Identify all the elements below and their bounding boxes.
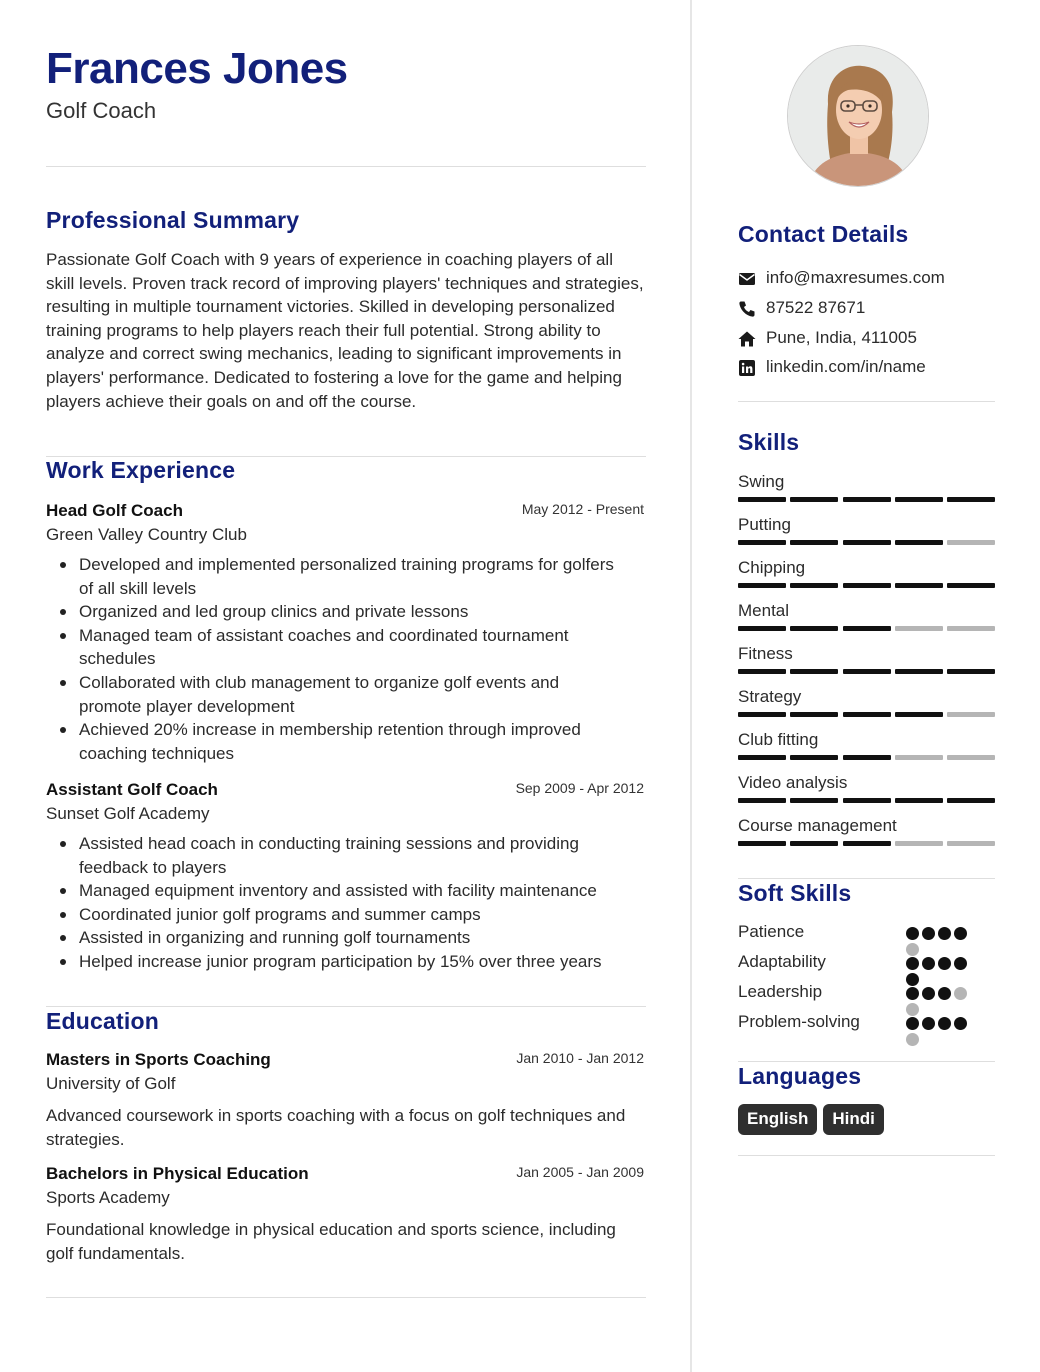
skill-level-bar [738, 540, 995, 545]
rating-dot [906, 1033, 919, 1046]
divider [738, 878, 995, 879]
linkedin-text: linkedin.com/in/name [766, 357, 926, 376]
candidate-title: Golf Coach [46, 98, 157, 123]
skill-label: Swing [738, 472, 785, 491]
address-text: Pune, India, 411005 [766, 328, 917, 347]
profile-photo-illustration [788, 46, 929, 187]
skill-level-segment [947, 497, 995, 502]
rating-dot [906, 957, 919, 970]
bullet-item: Organized and led group clinics and private lessons [79, 600, 646, 624]
contact-linkedin[interactable] [738, 357, 995, 381]
degree-title: Bachelors in Physical Education [46, 1164, 309, 1183]
language-tag: Hindi [823, 1104, 884, 1135]
column-divider [690, 0, 692, 1372]
rating-dot [954, 987, 967, 1000]
contact-address [738, 328, 995, 352]
skill-level-segment [947, 755, 995, 760]
phone-icon [738, 300, 756, 318]
skill-label: Video analysis [738, 773, 848, 792]
skill-level-segment [947, 626, 995, 631]
bullet-item: Coordinated junior golf programs and summer camps [79, 903, 646, 927]
skill-level-segment [790, 712, 838, 717]
skill-row [738, 601, 995, 641]
skill-level-segment [790, 841, 838, 846]
skill-row [738, 687, 995, 727]
divider [46, 1006, 646, 1007]
bullet-item: Collaborated with club management to organize golf events and promote player development [79, 671, 646, 718]
skill-level-segment [947, 841, 995, 846]
skill-level-segment [843, 669, 891, 674]
skill-level-bar [738, 712, 995, 717]
education-description: Foundational knowledge in physical education and sports science, including golf fundamentals. [46, 1220, 616, 1263]
skill-level-segment [843, 626, 891, 631]
skill-label: Putting [738, 515, 791, 534]
skill-row [738, 816, 995, 856]
skill-row [738, 730, 995, 770]
skill-label: Chipping [738, 558, 806, 577]
skill-level-segment [738, 798, 786, 803]
rating-dot [954, 1017, 967, 1030]
rating-dot [954, 957, 967, 970]
rating-dot [938, 987, 951, 1000]
skill-level-segment [843, 540, 891, 545]
divider [46, 166, 646, 167]
soft-skill-label: Patience [738, 922, 805, 941]
bullet-item: Managed equipment inventory and assisted with facility maintenance [79, 879, 646, 903]
skill-level-segment [895, 540, 943, 545]
skill-level-segment [895, 841, 943, 846]
skill-level-bar [738, 583, 995, 588]
skill-level-segment [947, 798, 995, 803]
skill-label: Mental [738, 601, 790, 620]
rating-dot [906, 1017, 919, 1030]
soft-skill-label: Leadership [738, 982, 823, 1001]
divider [738, 1155, 995, 1156]
bullet-item: Achieved 20% increase in membership retention through improved coaching techniques [79, 718, 646, 765]
education-date: Jan 2005 - Jan 2009 [516, 1164, 644, 1180]
rating-dot [922, 957, 935, 970]
soft-skill-row [738, 1012, 995, 1040]
soft-skill-label: Adaptability [738, 952, 826, 971]
skill-level-segment [895, 755, 943, 760]
job-organization: Green Valley Country Club [46, 525, 247, 544]
skill-row [738, 472, 995, 512]
skill-level-segment [790, 583, 838, 588]
phone-text: 87522 87671 [766, 298, 866, 317]
experience-heading: Work Experience [46, 457, 236, 483]
soft-skill-row [738, 922, 995, 950]
skill-level-segment [895, 626, 943, 631]
bullet-item: Developed and implemented personalized training programs for golfers of all skill levels [79, 553, 646, 600]
summary-text: Passionate Golf Coach with 9 years of experience in coaching players of all skill levels. Proven track record of improving players' techniques and strategies, resulting in multiple tournament victories. Skilled in developing personalized training programs to help players reach their full potential. Strong ability to analyze and correct swing mechanics, leading to significant improvements in players' performance. Dedicated to fostering a love for the game and helping players achieve their goals on and off the course. [46, 250, 644, 411]
skill-level-segment [895, 712, 943, 717]
skill-row [738, 558, 995, 598]
linkedin-icon [738, 359, 756, 377]
skill-label: Course management [738, 816, 897, 835]
skill-label: Fitness [738, 644, 793, 663]
skill-level-segment [895, 798, 943, 803]
contact-email[interactable] [738, 268, 995, 292]
skill-level-segment [947, 583, 995, 588]
languages-heading: Languages [738, 1063, 862, 1089]
soft-skill-row [738, 952, 995, 980]
rating-dot [922, 1017, 935, 1030]
rating-dot [906, 927, 919, 940]
skill-level-segment [895, 583, 943, 588]
rating-dot [954, 927, 967, 940]
soft-skill-row [738, 982, 995, 1010]
job-bullets [46, 553, 646, 765]
skill-level-segment [738, 583, 786, 588]
skill-level-segment [738, 626, 786, 631]
rating-dot [922, 987, 935, 1000]
profile-photo [787, 45, 929, 187]
job-bullets [46, 832, 646, 974]
bullet-item: Assisted in organizing and running golf tournaments [79, 926, 646, 950]
rating-dot [906, 987, 919, 1000]
home-icon [738, 330, 756, 348]
skill-level-segment [738, 669, 786, 674]
skill-level-segment [895, 669, 943, 674]
candidate-name: Frances Jones [46, 44, 348, 93]
rating-dot [938, 957, 951, 970]
soft-skill-label: Problem-solving [738, 1012, 860, 1031]
skill-level-segment [947, 540, 995, 545]
soft-skill-rating [906, 1017, 982, 1049]
skill-level-bar [738, 798, 995, 803]
skill-level-bar [738, 497, 995, 502]
school-name: Sports Academy [46, 1188, 170, 1207]
skill-level-bar [738, 669, 995, 674]
skill-level-segment [738, 755, 786, 760]
language-tag: English [738, 1104, 817, 1135]
skill-level-segment [738, 497, 786, 502]
skill-level-segment [790, 669, 838, 674]
skill-level-segment [843, 712, 891, 717]
bullet-item: Assisted head coach in conducting training sessions and providing feedback to players [79, 832, 646, 879]
divider [738, 1061, 995, 1062]
skill-label: Club fitting [738, 730, 819, 749]
divider [738, 401, 995, 402]
skill-level-segment [895, 497, 943, 502]
envelope-icon [738, 270, 756, 288]
skill-level-bar [738, 755, 995, 760]
skill-row [738, 773, 995, 813]
divider [46, 1297, 646, 1298]
skill-level-segment [790, 755, 838, 760]
contact-heading: Contact Details [738, 221, 909, 247]
skill-level-segment [738, 712, 786, 717]
contact-phone[interactable] [738, 298, 995, 322]
rating-dot [938, 1017, 951, 1030]
skill-level-segment [947, 712, 995, 717]
rating-dot [938, 927, 951, 940]
skill-level-segment [790, 540, 838, 545]
skill-level-segment [738, 841, 786, 846]
languages-list [738, 1104, 884, 1135]
skill-level-segment [790, 798, 838, 803]
skill-level-segment [843, 497, 891, 502]
email-text: info@maxresumes.com [766, 268, 945, 287]
school-name: University of Golf [46, 1074, 176, 1093]
skill-level-segment [790, 497, 838, 502]
skill-level-segment [790, 626, 838, 631]
skill-level-segment [843, 583, 891, 588]
skill-level-bar [738, 841, 995, 846]
education-description: Advanced coursework in sports coaching with a focus on golf techniques and strategies. [46, 1106, 626, 1149]
job-organization: Sunset Golf Academy [46, 804, 210, 823]
skill-level-segment [843, 755, 891, 760]
skill-level-segment [843, 798, 891, 803]
skill-level-bar [738, 626, 995, 631]
rating-dot [922, 927, 935, 940]
skill-label: Strategy [738, 687, 802, 706]
skill-level-segment [738, 540, 786, 545]
summary-heading: Professional Summary [46, 207, 300, 233]
soft-skills-heading: Soft Skills [738, 880, 852, 906]
job-date: May 2012 - Present [521, 501, 644, 517]
bullet-item: Helped increase junior program participation by 15% over three years [79, 950, 646, 974]
job-title: Head Golf Coach [46, 501, 183, 520]
education-date: Jan 2010 - Jan 2012 [516, 1050, 644, 1066]
skill-level-segment [947, 669, 995, 674]
education-heading: Education [46, 1008, 159, 1034]
bullet-item: Managed team of assistant coaches and coordinated tournament schedules [79, 624, 646, 671]
skill-level-segment [843, 841, 891, 846]
job-title: Assistant Golf Coach [46, 780, 218, 799]
skill-row [738, 644, 995, 684]
job-date: Sep 2009 - Apr 2012 [515, 780, 644, 796]
degree-title: Masters in Sports Coaching [46, 1050, 271, 1069]
skills-heading: Skills [738, 429, 800, 455]
skill-row [738, 515, 995, 555]
